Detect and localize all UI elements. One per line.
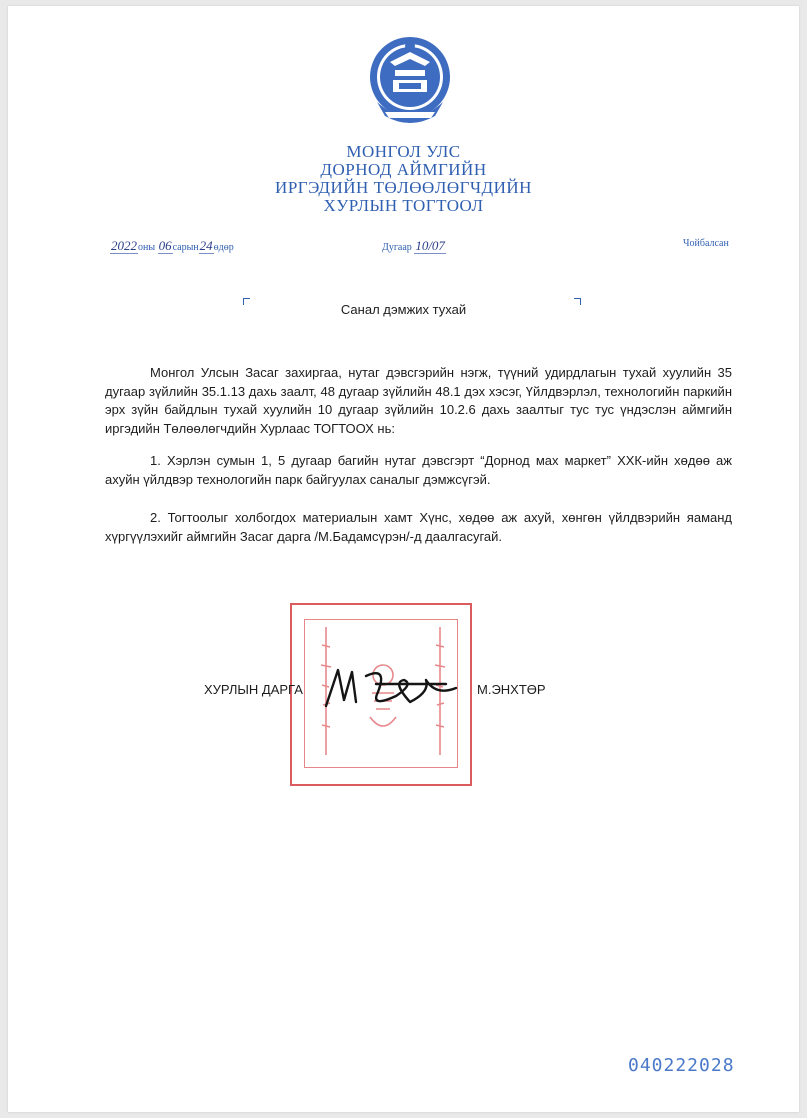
document-number (382, 238, 446, 254)
date-year-suffix: оны (138, 242, 156, 253)
date-month-suffix: сарын (172, 242, 199, 253)
number-value: 10/07 (415, 238, 445, 253)
date-day-suffix: өдөр (213, 242, 234, 253)
body-intro: Монгол Улсын Засаг захиргаа, нутаг дэвсгэрийн нэгж, түүний удирдлагын тухай хуулийн 35 дугаар зүйлийн 35.1.13 дахь заалт, 48 дугаар зүйлийн 48.1 дэх хэсэг, Үйлдвэрлэл, технологийн паркийн эрх зүйн байдлын тухай хуулийн 10 дугаар зүйлийн 10.2.6 дахь заалтыг тус тус үндэслэн аймгийн иргэдийн Төлөөлөгчдийн Хурлаас ТОГТООХ нь: (105, 365, 732, 436)
document-place: Чойбалсан (683, 238, 729, 249)
handwritten-signature (318, 662, 468, 712)
signatory-name: М.ЭНХТӨР (477, 682, 546, 697)
number-label: Дугаар (382, 242, 412, 253)
document-subject: Санал дэмжих тухай (340, 302, 467, 317)
header-country: МОНГОЛ УЛС (346, 142, 461, 161)
date-month: 06 (158, 238, 172, 253)
date-year: 2022 (111, 238, 137, 253)
date-day: 24 (199, 238, 213, 253)
document-body (105, 364, 732, 546)
header-province: ДОРНОД АЙМГИЙН (320, 160, 487, 179)
document-serial-number: 040222028 (628, 1055, 735, 1076)
signatory-title: ХУРЛЫН ДАРГА (204, 682, 303, 697)
header-council: ИРГЭДИЙН ТӨЛӨӨЛӨГЧДИЙН (275, 178, 532, 197)
body-item-1: 1. Хэрлэн сумын 1, 5 дугаар багийн нутаг дэвсгэрт “Дорнод мах маркет” ХХК-ийн хөдөө аж ахуйн үйлдвэр технологийн парк байгуулах саналыг дэмжсүгэй. (105, 453, 732, 487)
header-document-type: ХУРЛЫН ТОГТООЛ (323, 196, 484, 215)
document-date (110, 238, 234, 254)
state-emblem-icon (365, 32, 455, 130)
body-item-2: 2. Тогтоолыг холбогдох материалын хамт Хүнс, хөдөө аж ахуй, хөнгөн үйлдвэрийн яаманд хүргүүлэхийг аймгийн Засаг дарга /М.Бадамсүрэн/-д даалгасугай. (105, 510, 732, 544)
